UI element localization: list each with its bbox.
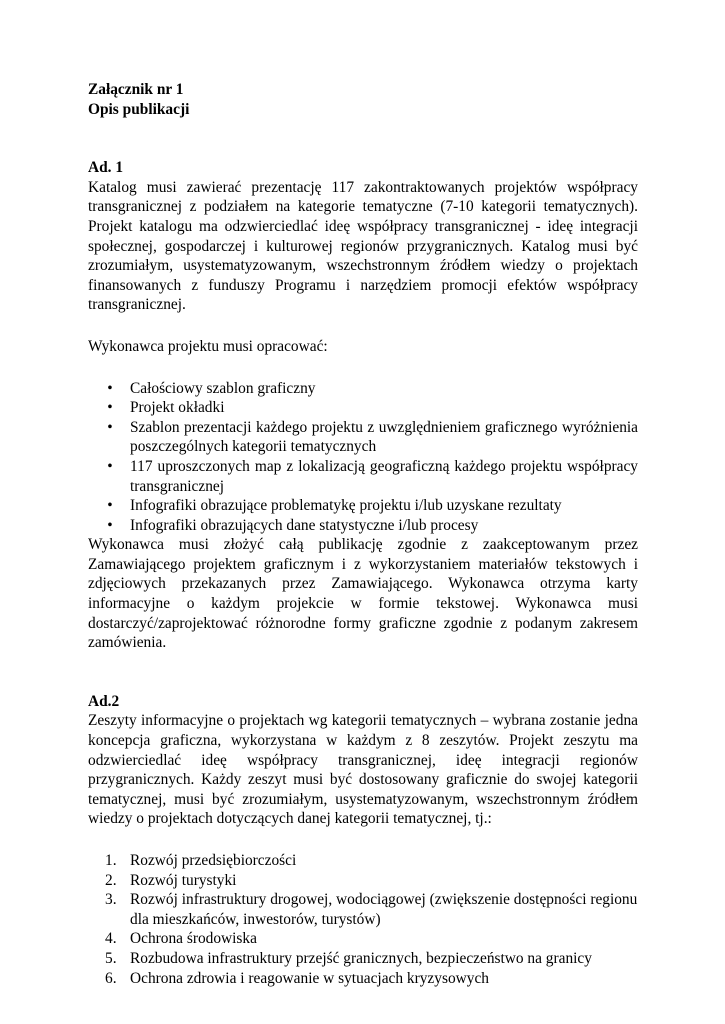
list-item: • Infografiki obrazujących dane statystyczne i/lub procesy: [88, 516, 638, 536]
document-subtitle: Opis publikacji: [88, 100, 190, 118]
list-item: • 117 uproszczonych map z lokalizacją geograficzną każdego projektu współpracy transgranicznej: [88, 457, 638, 496]
list-item: 2. Rozwój turystyki: [105, 871, 237, 889]
bullet-icon: •: [107, 379, 113, 397]
list-item: 6. Ochrona zdrowia i reagowanie w sytuacjach kryzysowych: [105, 969, 489, 987]
list-item: • Infografiki obrazujące problematykę projektu i/lub uzyskane rezultaty: [88, 496, 638, 516]
bullet-icon: •: [107, 457, 113, 475]
document-page: [88, 80, 638, 988]
list-item: 5. Rozbudowa infrastruktury przejść granicznych, bezpieczeństwo na granicy: [105, 949, 592, 967]
section1-paragraph: Katalog musi zawierać prezentację 117 zakontraktowanych projektów współpracy transgranicznej z podziałem na kategorie tematyczne (7-10 kategorii tematycznych). Projekt katalogu ma odzwierciedlać ideę współpracy transgranicznej - ideę integracji społecznej, gospodarczej i kulturowej regionów przygranicznych. Katalog musi być zrozumiałym, usystematyzowanym, wszechstronnym źródłem wiedzy o projektach finansowanych z funduszy Programu i narzędziem promocji efektów współpracy transgranicznej.: [88, 178, 638, 314]
list-item: • Szablon prezentacji każdego projektu z uwzględnieniem graficznego wyróżnienia poszczególnych kategorii tematycznych: [88, 418, 638, 457]
section2-paragraph: Zeszyty informacyjne o projektach wg kategorii tematycznych – wybrana zostanie jedna koncepcja graficzna, wykorzystana w każdym z 8 zeszytów. Projekt zeszytu ma odzwierciedlać ideę współpracy transgranicznej, ideę integracji regionów przygranicznych. Każdy zeszyt musi być dostosowany graficznie do swojej kategorii tematycznej, musi być zrozumiałym, usystematyzowanym, wszechstronnym źródłem wiedzy o projektach dotyczących danej kategorii tematycznej, tj.:: [88, 712, 638, 828]
list-item: 4. Ochrona środowiska: [105, 930, 257, 948]
list-item: 1. Rozwój przedsiębiorczości: [105, 852, 297, 869]
section1-intro: Wykonawca projektu musi opracować:: [88, 337, 328, 355]
deliverables-list: [88, 379, 638, 536]
bullet-icon: •: [107, 418, 113, 436]
bullet-icon: •: [107, 497, 113, 515]
bullet-icon: •: [107, 516, 113, 534]
list-item: • Całościowy szablon graficzny: [88, 379, 638, 399]
section1-closing: Wykonawca musi złożyć całą publikację zgodnie z zaakceptowanym przez Zamawiającego projektem graficznym i z wykorzystaniem materiałów tekstowych i zdjęciowych przekazanych przez Zamawiającego. Wykonawca otrzyma karty informacyjne o każdym projekcie w formie tekstowej. Wykonawca musi dostarczyć/zaprojektować różnorodne formy graficzne zgodnie z podanym zakresem zamówienia.: [88, 536, 638, 652]
list-item: • Projekt okładki: [88, 398, 638, 418]
categories-list: [88, 851, 638, 988]
bullet-icon: •: [107, 399, 113, 417]
annex-title: Załącznik nr 1: [88, 81, 184, 98]
section2-heading: Ad.2: [88, 692, 120, 710]
list-item: 3. Rozwój infrastruktury drogowej, wodociągowej (zwiększenie dostępności regionu dla mieszkańców, inwestorów, turystów): [105, 891, 638, 928]
section1-heading: Ad. 1: [88, 159, 124, 177]
